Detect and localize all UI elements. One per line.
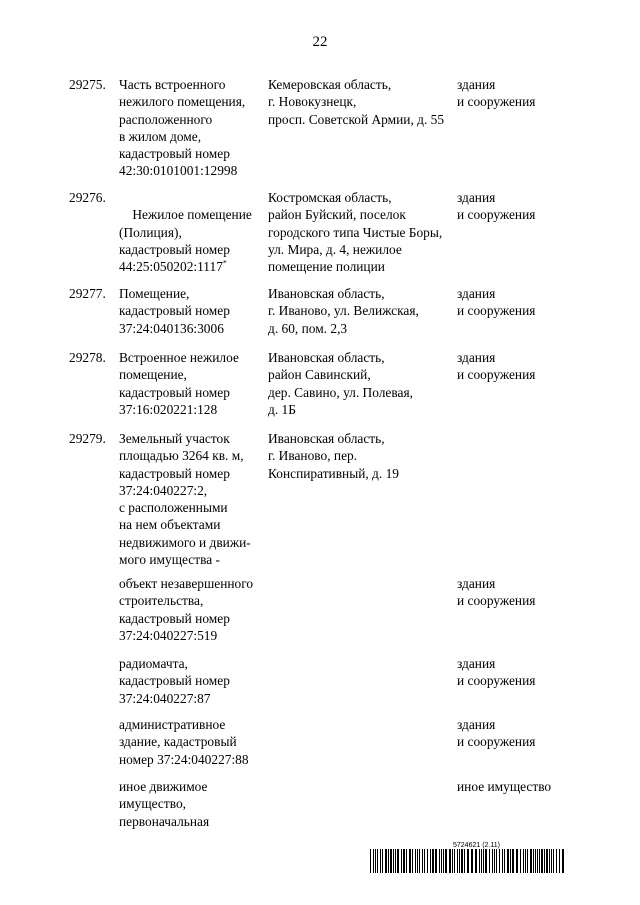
barcode-bar — [373, 849, 374, 873]
entry-kind: здания и сооружения — [457, 286, 536, 319]
barcode — [370, 849, 566, 873]
barcode-bar — [539, 849, 540, 873]
entry-number: 29279. — [69, 431, 106, 446]
entry-object: Земельный участок площадью 3264 кв. м, кадастровый номер 37:24:040227:2, с расположенными на нем объектами недвижимого и движи- мого имущества - — [119, 431, 251, 568]
page-number: 22 — [312, 34, 328, 50]
barcode-bar — [382, 849, 383, 873]
barcode-bar — [375, 849, 376, 873]
barcode-bar — [525, 849, 526, 873]
footnote-marker: * — [222, 258, 227, 268]
barcode-bar — [546, 849, 548, 873]
barcode-bar — [485, 849, 487, 873]
barcode-bar — [401, 849, 402, 873]
barcode-bar — [544, 849, 545, 873]
entry-kind: здания и сооружения — [457, 350, 536, 383]
barcode-bar — [467, 849, 469, 873]
barcode-bar — [510, 849, 511, 873]
barcode-bar — [403, 849, 405, 873]
barcode-bar — [530, 849, 532, 873]
barcode-bar — [454, 849, 455, 873]
barcode-bar — [409, 849, 411, 873]
barcode-bar — [417, 849, 418, 873]
barcode-code: 5724621 (2.11) — [453, 842, 500, 849]
barcode-bar — [502, 849, 503, 873]
barcode-bar — [537, 849, 538, 873]
barcode-bar — [475, 849, 477, 873]
entry-object: административное здание, кадастровый номер 37:24:040227:88 — [119, 717, 249, 767]
barcode-bar — [512, 849, 514, 873]
barcode-bar — [520, 849, 521, 873]
barcode-bar — [427, 849, 428, 873]
barcode-bar — [415, 849, 416, 873]
entry-object: Помещение, кадастровый номер 37:24:040136:3006 — [119, 286, 230, 336]
barcode-bar — [481, 849, 482, 873]
barcode-bar — [533, 849, 534, 873]
entry-address: Костромская область, район Буйский, поселок городского типа Чистые Боры, ул. Мира, д. 4, нежилое помещение полиции — [268, 190, 443, 275]
barcode-bar — [390, 849, 392, 873]
barcode-bar — [430, 849, 431, 873]
entry-number: 29278. — [69, 350, 106, 365]
barcode-bar — [507, 849, 509, 873]
barcode-bar — [445, 849, 447, 873]
barcode-bar — [535, 849, 536, 873]
barcode-bar — [397, 849, 399, 873]
barcode-bar — [489, 849, 490, 873]
barcode-bar — [395, 849, 396, 873]
barcode-bar — [551, 849, 552, 873]
entry-object — [119, 189, 252, 293]
entry-number: 29277. — [69, 286, 106, 301]
barcode-bar — [492, 849, 493, 873]
barcode-bar — [388, 849, 389, 873]
barcode-bar — [419, 849, 420, 873]
entry-address: Ивановская область, г. Иваново, ул. Велижская, д. 60, пом. 2,3 — [268, 286, 419, 336]
barcode-bar — [559, 849, 560, 873]
barcode-bar — [422, 849, 423, 873]
barcode-bar — [380, 849, 381, 873]
barcode-bar — [471, 849, 473, 873]
barcode-bar — [553, 849, 554, 873]
barcode-bar — [499, 849, 500, 873]
entry-kind: здания и сооружения — [457, 656, 536, 689]
entry-kind: иное имущество — [457, 779, 552, 794]
barcode-bar — [504, 849, 505, 873]
barcode-bar — [412, 849, 413, 873]
entry-kind: здания и сооружения — [457, 190, 536, 223]
entry-object: объект незавершенного строительства, кадастровый номер 37:24:040227:519 — [119, 576, 254, 643]
barcode-bar — [443, 849, 444, 873]
barcode-bar — [461, 849, 463, 873]
barcode-bar — [377, 849, 378, 873]
barcode-bar — [457, 849, 458, 873]
barcode-bar — [494, 849, 495, 873]
entry-kind: здания и сооружения — [457, 717, 536, 750]
entry-object: радиомачта, кадастровый номер 37:24:040227:87 — [119, 656, 230, 706]
entry-object-text: Нежилое помещение (Полиция), кадастровый номер 44:25:050202:1117 — [119, 207, 252, 275]
barcode-bar — [527, 849, 528, 873]
barcode-bar — [516, 849, 518, 873]
barcode-bar — [432, 849, 434, 873]
barcode-bar — [441, 849, 442, 873]
barcode-bar — [496, 849, 497, 873]
entry-object: иное движимое имущество, первоначальная — [119, 779, 210, 829]
barcode-bar — [393, 849, 394, 873]
barcode-bar — [449, 849, 451, 873]
barcode-bar — [464, 849, 465, 873]
barcode-bar — [479, 849, 480, 873]
barcode-bar — [452, 849, 453, 873]
barcode-bar — [523, 849, 524, 873]
entry-address: Ивановская область, район Савинский, дер. Савино, ул. Полевая, д. 1Б — [268, 350, 413, 417]
entry-object: Встроенное нежилое помещение, кадастровый номер 37:16:020221:128 — [119, 350, 239, 417]
entry-number: 29276. — [69, 190, 106, 205]
barcode-bar — [562, 849, 564, 873]
entry-address: Кемеровская область, г. Новокузнецк, просп. Советской Армии, д. 55 — [268, 77, 445, 127]
entry-kind: здания и сооружения — [457, 576, 536, 609]
barcode-bar — [459, 849, 460, 873]
barcode-bar — [439, 849, 440, 873]
barcode-bar — [370, 849, 371, 873]
barcode-bar — [406, 849, 407, 873]
barcode-bar — [556, 849, 557, 873]
entry-object: Часть встроенного нежилого помещения, расположенного в жилом доме, кадастровый номер 42:30:0101001:12998 — [119, 77, 246, 179]
entry-kind: здания и сооружения — [457, 77, 536, 110]
entry-address: Ивановская область, г. Иваново, пер. Конспиративный, д. 19 — [268, 431, 399, 481]
barcode-bar — [483, 849, 484, 873]
barcode-bar — [549, 849, 550, 873]
barcode-bar — [541, 849, 543, 873]
barcode-bar — [424, 849, 425, 873]
entry-number: 29275. — [69, 77, 106, 92]
barcode-bar — [435, 849, 437, 873]
barcode-bar — [385, 849, 387, 873]
